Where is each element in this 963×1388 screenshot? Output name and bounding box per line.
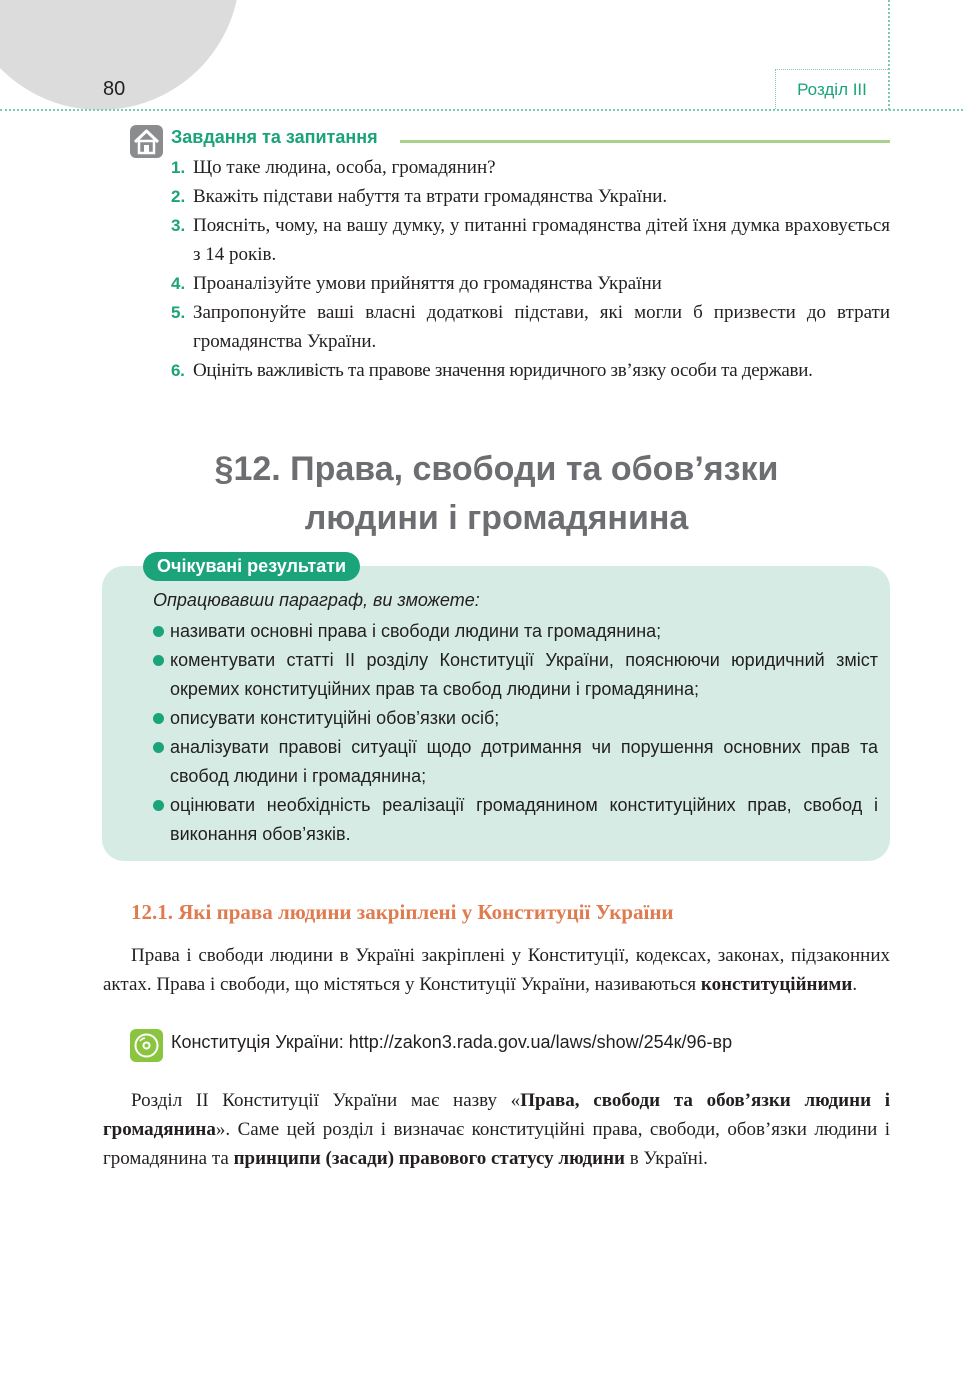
- bullet-icon: [153, 742, 164, 753]
- body-paragraph-2: [103, 1086, 890, 1173]
- task-text: Що таке людина, особа, громадянин?: [193, 157, 496, 178]
- task-text: Проаналізуйте умови прийняття до громадянства України: [193, 273, 662, 294]
- task-number: 3.: [171, 216, 186, 235]
- p2-text-b: ». Саме цей розділ і визначає конституційні права, свободи, обов’язки людини і громадянина та: [103, 1119, 890, 1169]
- paragraph-title-line1: §12. Права, свободи та обов’язки: [214, 450, 779, 488]
- bullet-icon: [153, 626, 164, 637]
- task-text: Вкажіть підстави набуття та втрати громадянства України.: [193, 186, 668, 207]
- tasks-list: [171, 153, 890, 385]
- task-item: [171, 356, 890, 385]
- result-text: оцінювати необхідність реалізації громадянином конституційних прав, свобод і виконання обов’язків.: [170, 795, 878, 844]
- header-divider: [0, 109, 963, 111]
- result-item: [153, 704, 878, 733]
- task-number: 5.: [171, 303, 186, 322]
- result-item: [153, 646, 878, 704]
- p2-bold-title: Права, свободи та обов’язки людини і громадянина: [103, 1090, 891, 1140]
- subsection-title: 12.1. Які права людини закріплені у Конституції України: [131, 900, 674, 924]
- constitution-link[interactable]: Конституція України: http://zakon3.rada.gov.ua/laws/show/254к/96-вр: [171, 1032, 733, 1052]
- result-text: коментувати статті II розділу Конституції України, пояснюючи юридичний зміст окремих конституційних прав та свобод людини і громадянина;: [170, 650, 878, 699]
- expected-results-intro: Опрацювавши параграф, ви зможете:: [153, 590, 480, 610]
- p2-text-c: в Україні.: [624, 1148, 708, 1169]
- page-number: 80: [103, 78, 126, 100]
- result-item: [153, 791, 878, 849]
- section-label: Розділ III: [775, 69, 888, 109]
- expected-results-list: [153, 617, 878, 849]
- task-number: 1.: [171, 158, 186, 177]
- task-text: Оцініть важливість та правове значення юридичного зв’язку особи та держави.: [193, 360, 813, 381]
- p1-bold-term: конституційними: [700, 974, 853, 995]
- task-number: 6.: [171, 361, 185, 380]
- tasks-title: Завдання та запитання: [171, 127, 386, 148]
- task-number: 4.: [171, 274, 186, 293]
- p1-text: Права і свободи людини в Україні закріплені у Конституції, кодексах, законах, підзаконних актах. Права і свободи, що містяться у Конституції України, називаються: [103, 945, 890, 995]
- home-icon: [130, 125, 163, 158]
- task-item: [171, 298, 890, 356]
- result-item: [153, 733, 878, 791]
- paragraph-title: [103, 445, 890, 543]
- result-item: [153, 617, 878, 646]
- body-paragraph-1: [103, 941, 890, 999]
- bullet-icon: [153, 655, 164, 666]
- p2-bold-principles: принципи (засади) правового статусу людини: [233, 1148, 625, 1169]
- result-text: описувати конституційні обов’язки осіб;: [170, 708, 500, 728]
- bullet-icon: [153, 800, 164, 811]
- task-item: [171, 182, 890, 211]
- result-text: називати основні права і свободи людини та громадянина;: [170, 621, 662, 641]
- disc-icon: [130, 1029, 163, 1062]
- result-text: аналізувати правові ситуації щодо дотримання чи порушення основних прав та свобод людини і громадянина;: [170, 737, 878, 786]
- bullet-icon: [153, 713, 164, 724]
- header-vertical-divider: [888, 0, 890, 110]
- expected-results-tab: Очікувані результати: [143, 552, 360, 581]
- task-item: [171, 153, 890, 182]
- task-text: Поясніть, чому, на вашу думку, у питанні громадянства дітей їхня думка враховується з 14 років.: [193, 215, 890, 265]
- p1-end: .: [852, 974, 858, 995]
- task-text: Запропонуйте ваші власні додаткові підстави, які могли б призвести до втрати громадянства України.: [193, 302, 890, 352]
- task-number: 2.: [171, 187, 186, 206]
- task-item: [171, 269, 890, 298]
- tasks-title-rule: [400, 140, 890, 143]
- p2-text-a: Розділ ІІ Конституції України має назву «: [131, 1090, 521, 1111]
- paragraph-title-line2: людини і громадянина: [304, 499, 689, 537]
- task-item: [171, 211, 890, 269]
